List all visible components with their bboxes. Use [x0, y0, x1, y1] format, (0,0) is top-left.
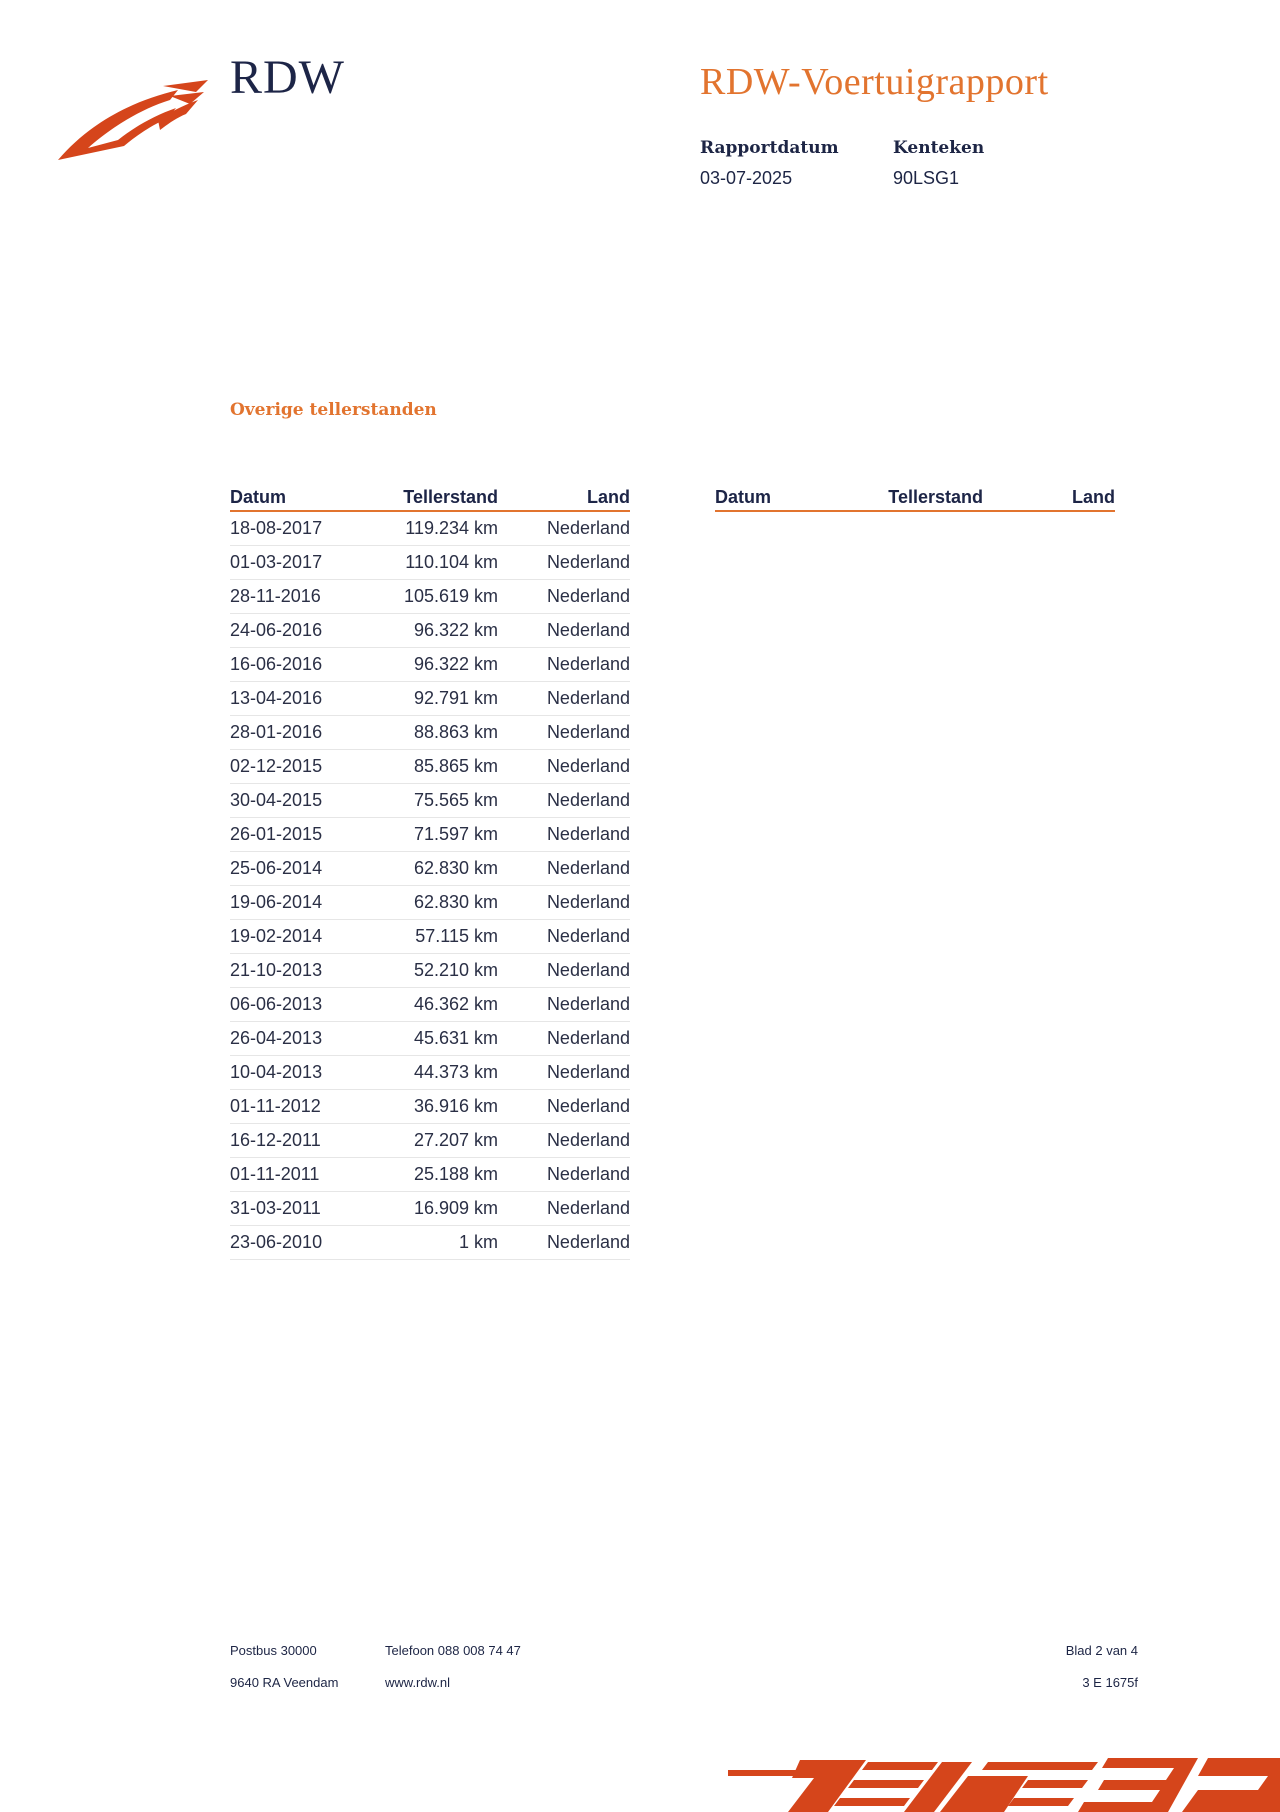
column-header-country: Land: [1072, 487, 1115, 507]
table-row: [230, 716, 630, 750]
table-row: [230, 750, 630, 784]
table-row: [230, 546, 630, 580]
cell-date: 02-12-2015: [230, 756, 323, 776]
cell-date: 28-01-2016: [230, 722, 323, 742]
cell-country: Nederland: [546, 1164, 630, 1184]
footer-postbus: Postbus 30000: [230, 1643, 317, 1658]
cell-country: Nederland: [546, 620, 630, 640]
cell-date: 16-06-2016: [230, 654, 323, 674]
cell-odometer: 57.115 km: [415, 926, 498, 946]
cell-country: Nederland: [546, 654, 630, 674]
cell-odometer: 44.373 km: [413, 1062, 498, 1082]
table-row: [230, 1226, 630, 1260]
cell-odometer: 71.597 km: [413, 824, 498, 844]
cell-odometer: 85.865 km: [413, 756, 498, 776]
column-header-date: Datum: [715, 487, 772, 507]
cell-country: Nederland: [546, 552, 630, 572]
cell-odometer: 62.830 km: [413, 892, 498, 912]
cell-date: 24-06-2016: [230, 620, 323, 640]
cell-country: Nederland: [546, 1130, 630, 1150]
table-header: [230, 482, 630, 512]
cell-date: 13-04-2016: [230, 688, 323, 708]
table-row: [230, 648, 630, 682]
column-header-odometer: Tellerstand: [403, 487, 498, 507]
cell-date: 21-10-2013: [230, 960, 323, 980]
cell-country: Nederland: [546, 518, 630, 538]
table-row: [230, 1158, 630, 1192]
cell-date: 23-06-2010: [230, 1232, 323, 1252]
cell-country: Nederland: [546, 688, 630, 708]
cell-date: 01-03-2017: [230, 552, 323, 572]
table-row: [230, 784, 630, 818]
cell-odometer: 45.631 km: [413, 1028, 498, 1048]
cell-country: Nederland: [546, 926, 630, 946]
footer-phone: Telefoon 088 008 74 47: [385, 1643, 521, 1658]
cell-country: Nederland: [546, 1096, 630, 1116]
cell-odometer: 27.207 km: [413, 1130, 498, 1150]
table-body: [230, 512, 630, 1260]
cell-odometer: 88.863 km: [413, 722, 498, 742]
logo-text: RDW: [230, 51, 345, 104]
cell-odometer: 96.322 km: [413, 654, 498, 674]
table-row: [230, 1192, 630, 1226]
cell-country: Nederland: [546, 722, 630, 742]
cell-odometer: 96.322 km: [413, 620, 498, 640]
table-row: [230, 818, 630, 852]
report-date-label: Rapportdatum: [700, 138, 839, 158]
table-row: [230, 852, 630, 886]
cell-country: Nederland: [546, 892, 630, 912]
table-row: [230, 1090, 630, 1124]
report-date-value: 03-07-2025: [700, 168, 793, 188]
cell-country: Nederland: [546, 824, 630, 844]
column-header-date: Datum: [230, 487, 287, 507]
table-row: [230, 682, 630, 716]
cell-odometer: 46.362 km: [413, 994, 498, 1014]
cell-date: 28-11-2016: [230, 586, 321, 606]
column-header-odometer: Tellerstand: [888, 487, 983, 507]
table-row: [230, 580, 630, 614]
section-title: Overige tellerstanden: [230, 400, 437, 420]
cell-odometer: 92.791 km: [413, 688, 498, 708]
cell-date: 31-03-2011: [230, 1198, 321, 1218]
cell-odometer: 62.830 km: [413, 858, 498, 878]
column-header-country: Land: [587, 487, 630, 507]
cell-country: Nederland: [546, 790, 630, 810]
cell-date: 18-08-2017: [230, 518, 323, 538]
table-row: [230, 954, 630, 988]
table-row: [230, 1022, 630, 1056]
table-header: [715, 482, 1115, 512]
cell-odometer: 110.104 km: [405, 552, 498, 572]
table-row: [230, 1056, 630, 1090]
cell-date: 19-02-2014: [230, 926, 323, 946]
report-title: RDW-Voertuigrapport: [700, 61, 1049, 103]
cell-country: Nederland: [546, 960, 630, 980]
cell-country: Nederland: [546, 1232, 630, 1252]
cell-date: 10-04-2013: [230, 1062, 323, 1082]
cell-date: 25-06-2014: [230, 858, 323, 878]
cell-country: Nederland: [546, 1062, 630, 1082]
plate-block: [893, 138, 984, 189]
cell-country: Nederland: [546, 586, 630, 606]
cell-date: 26-04-2013: [230, 1028, 323, 1048]
footer-website: www.rdw.nl: [385, 1675, 451, 1690]
cell-date: 01-11-2011: [230, 1164, 320, 1184]
cell-odometer: 16.909 km: [413, 1198, 498, 1218]
odometer-table-left: [230, 482, 630, 1260]
rdw-logo-icon: [58, 80, 208, 162]
odometer-table-right: [715, 482, 1115, 512]
plate-label: Kenteken: [893, 138, 985, 158]
table-row: [230, 988, 630, 1022]
table-row: [230, 512, 630, 546]
rdw-footer-stripes-icon: [728, 1740, 1280, 1812]
footer-city: 9640 RA Veendam: [230, 1675, 339, 1690]
cell-country: Nederland: [546, 1028, 630, 1048]
cell-date: 01-11-2012: [230, 1096, 321, 1116]
cell-odometer: 105.619 km: [403, 586, 498, 606]
cell-odometer: 75.565 km: [413, 790, 498, 810]
table-row: [230, 1124, 630, 1158]
cell-country: Nederland: [546, 756, 630, 776]
cell-date: 26-01-2015: [230, 824, 323, 844]
cell-country: Nederland: [546, 1198, 630, 1218]
plate-value: 90LSG1: [893, 168, 960, 188]
cell-date: 30-04-2015: [230, 790, 323, 810]
cell-odometer: 52.210 km: [413, 960, 498, 980]
footer-document-code: 3 E 1675f: [1082, 1675, 1138, 1690]
table-row: [230, 920, 630, 954]
cell-odometer: 119.234 km: [405, 518, 498, 538]
footer-page-number: Blad 2 van 4: [1065, 1643, 1138, 1658]
cell-date: 19-06-2014: [230, 892, 323, 912]
cell-date: 16-12-2011: [230, 1130, 321, 1150]
table-row: [230, 614, 630, 648]
cell-odometer: 25.188 km: [413, 1164, 498, 1184]
cell-date: 06-06-2013: [230, 994, 323, 1014]
cell-country: Nederland: [546, 994, 630, 1014]
table-row: [230, 886, 630, 920]
cell-country: Nederland: [546, 858, 630, 878]
cell-odometer: 36.916 km: [413, 1096, 498, 1116]
report-date-block: [700, 138, 839, 189]
cell-odometer: 1 km: [458, 1232, 498, 1252]
